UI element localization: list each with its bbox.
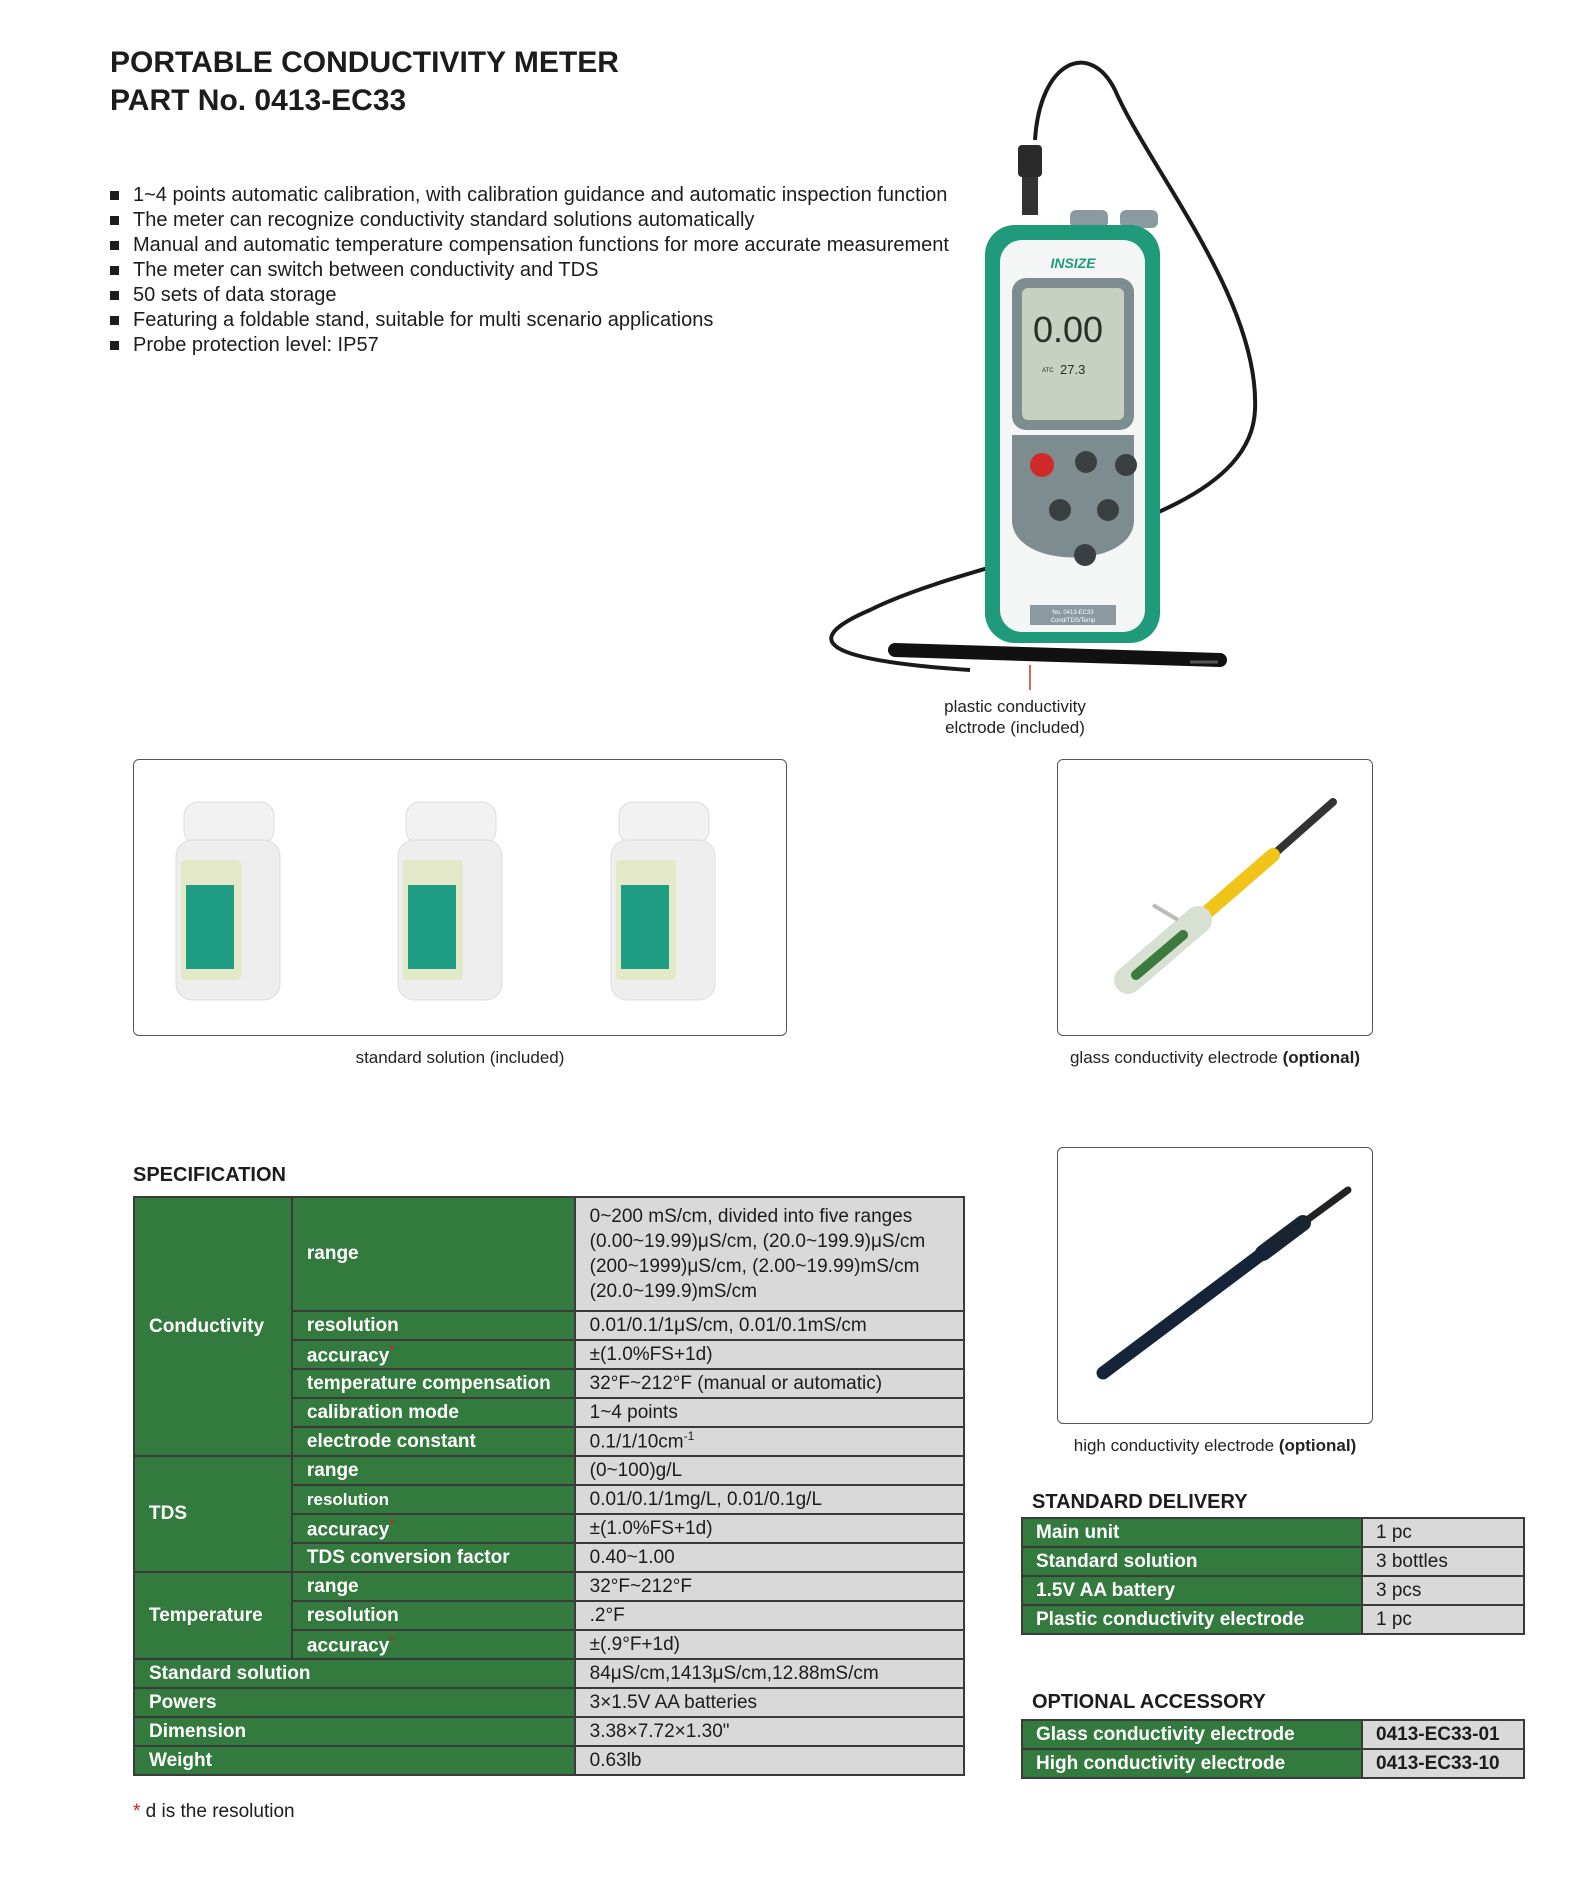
- glass-caption-text: glass conductivity electrode: [1069, 1048, 1278, 1067]
- spec-label: Dimension: [134, 1717, 575, 1746]
- delivery-item-qty: 3 pcs: [1362, 1576, 1524, 1605]
- spec-label: range: [292, 1197, 575, 1311]
- display-label: ATC: [1042, 368, 1054, 374]
- delivery-table: [1021, 1517, 1525, 1635]
- table-row: [1022, 1749, 1524, 1778]
- spec-label: range: [292, 1456, 575, 1485]
- footnote-marker: *: [389, 1341, 395, 1357]
- range-line: (20.0~199.9)mS/cm: [589, 1281, 758, 1302]
- optional-item-name: Glass conductivity electrode: [1022, 1720, 1362, 1749]
- spec-value: ±(1.0%FS+1d): [575, 1514, 964, 1543]
- solution-caption: standard solution (included): [355, 1048, 565, 1067]
- solution-image-box: [133, 759, 787, 1036]
- spec-value: 3×1.5V AA batteries: [575, 1688, 964, 1717]
- spec-title: SPECIFICATION: [133, 1164, 286, 1186]
- spec-label-text: accuracy: [306, 1345, 390, 1367]
- spec-value: 0.40~1.00: [575, 1543, 964, 1572]
- delivery-item-name: Standard solution: [1022, 1547, 1362, 1576]
- spec-value: 3.38×7.72×1.30": [575, 1717, 964, 1746]
- table-row: [1022, 1605, 1524, 1634]
- table-row: [1022, 1720, 1524, 1749]
- feature-item: The meter can switch between conductivity and TDS: [110, 258, 949, 283]
- spec-value: 32°F~212°F: [575, 1572, 964, 1601]
- optional-item-name: High conductivity electrode: [1022, 1749, 1362, 1778]
- spec-value-electrode: [575, 1427, 964, 1456]
- down-button[interactable]: [1097, 499, 1119, 521]
- spec-label-text: accuracy: [306, 1519, 390, 1541]
- range-line: 0~200 mS/cm, divided into five ranges: [589, 1206, 913, 1227]
- spec-label-accuracy: [292, 1514, 575, 1543]
- spec-value: ±(.9°F+1d): [575, 1630, 964, 1659]
- spec-value: 0.01/0.1/1μS/cm, 0.01/0.1mS/cm: [575, 1311, 964, 1340]
- feature-item: Manual and automatic temperature compensation functions for more accurate measurement: [110, 233, 949, 258]
- electrode-caption: [915, 696, 1115, 738]
- up-button[interactable]: [1049, 499, 1071, 521]
- spec-label: resolution: [292, 1311, 575, 1340]
- optional-table: [1021, 1719, 1525, 1779]
- spec-label: resolution: [292, 1601, 575, 1630]
- table-row: [1022, 1576, 1524, 1605]
- spec-value-text: 0.1/1/10cm: [589, 1431, 684, 1453]
- optional-item-part: 0413-EC33-01: [1362, 1720, 1524, 1749]
- spec-value: 1~4 points: [575, 1398, 964, 1427]
- spec-label: resolution: [292, 1485, 575, 1514]
- brand-label: INSIZE: [1050, 255, 1096, 271]
- optional-title: OPTIONAL ACCESSORY: [1032, 1691, 1266, 1713]
- feature-item: 50 sets of data storage: [110, 283, 949, 308]
- glass-electrode-image: [1058, 760, 1372, 1035]
- glass-caption-tag: (optional): [1282, 1048, 1361, 1067]
- range-line: (200~1999)μS/cm, (2.00~19.99)mS/cm: [589, 1256, 920, 1277]
- spec-value: 0.63lb: [575, 1746, 964, 1775]
- electrode-caption-line-1: plastic conductivity: [944, 697, 1086, 716]
- spec-value: ±(1.0%FS+1d): [575, 1340, 964, 1369]
- range-line: (0.00~19.99)μS/cm, (20.0~199.9)μS/cm: [589, 1231, 926, 1252]
- spec-label: temperature compensation: [292, 1369, 575, 1398]
- display-value: 0.00: [1032, 309, 1104, 350]
- footnote-star: *: [133, 1801, 141, 1822]
- glass-electrode-image-box: [1057, 759, 1373, 1036]
- title-line-2: PART No. 0413-EC33: [110, 84, 407, 117]
- delivery-item-name: 1.5V AA battery: [1022, 1576, 1362, 1605]
- page-title: [110, 44, 619, 120]
- spec-label: Powers: [134, 1688, 575, 1717]
- feature-item: Probe protection level: IP57: [110, 333, 949, 358]
- high-caption-text: high conductivity electrode: [1073, 1436, 1275, 1455]
- mode-button[interactable]: [1115, 454, 1137, 476]
- optional-item-part: 0413-EC33-10: [1362, 1749, 1524, 1778]
- footnote-marker: *: [389, 1515, 395, 1531]
- spec-table: [133, 1196, 965, 1776]
- title-line-1: PORTABLE CONDUCTIVITY METER: [110, 46, 619, 79]
- feature-item: 1~4 points automatic calibration, with calibration guidance and automatic inspection function: [110, 183, 949, 208]
- feature-item: Featuring a foldable stand, suitable for multi scenario applications: [110, 308, 949, 333]
- spec-label-accuracy: [292, 1630, 575, 1659]
- spec-value: 32°F~212°F (manual or automatic): [575, 1369, 964, 1398]
- spec-label: Weight: [134, 1746, 575, 1775]
- high-electrode-image: [1058, 1148, 1372, 1423]
- spec-group-tds: TDS: [134, 1456, 292, 1572]
- model-number: No. 0413-EC33: [1052, 610, 1094, 616]
- model-type: Cond/TDS/Temp: [1050, 618, 1096, 624]
- power-button[interactable]: [1030, 453, 1054, 477]
- display-temp: 27.3: [1060, 362, 1086, 377]
- setup-button[interactable]: [1074, 544, 1096, 566]
- meter-image: [790, 50, 1260, 690]
- high-electrode-image-box: [1057, 1147, 1373, 1424]
- delivery-item-name: Plastic conductivity electrode: [1022, 1605, 1362, 1634]
- spec-value-exponent: -1: [683, 1429, 695, 1444]
- solution-bottles-image: [134, 760, 786, 1035]
- delivery-title: STANDARD DELIVERY: [1032, 1491, 1248, 1513]
- spec-label-accuracy: [292, 1340, 575, 1369]
- spec-label: TDS conversion factor: [292, 1543, 575, 1572]
- footnote-marker: *: [389, 1631, 395, 1647]
- electrode-caption-line-2: elctrode (included): [945, 718, 1085, 737]
- footnote-text: d is the resolution: [140, 1801, 295, 1822]
- footnote: [133, 1801, 295, 1823]
- spec-group-conductivity: Conductivity: [134, 1197, 292, 1456]
- spec-label-text: accuracy: [306, 1635, 390, 1657]
- spec-label: electrode constant: [292, 1427, 575, 1456]
- delivery-item-name: Main unit: [1022, 1518, 1362, 1547]
- spec-value: 84μS/cm,1413μS/cm,12.88mS/cm: [575, 1659, 964, 1688]
- cal-meas-button[interactable]: [1075, 451, 1097, 473]
- delivery-item-qty: 1 pc: [1362, 1518, 1524, 1547]
- high-electrode-caption: [1040, 1435, 1390, 1456]
- spec-value: .2°F: [575, 1601, 964, 1630]
- spec-value: 0.01/0.1/1mg/L, 0.01/0.1g/L: [575, 1485, 964, 1514]
- spec-label: calibration mode: [292, 1398, 575, 1427]
- spec-value-range: [575, 1197, 964, 1311]
- high-caption-tag: (optional): [1278, 1436, 1357, 1455]
- feature-item: The meter can recognize conductivity standard solutions automatically: [110, 208, 949, 233]
- spec-value: (0~100)g/L: [575, 1456, 964, 1485]
- spec-group-temperature: Temperature: [134, 1572, 292, 1659]
- spec-label: range: [292, 1572, 575, 1601]
- glass-electrode-caption: [1040, 1047, 1390, 1068]
- delivery-item-qty: 3 bottles: [1362, 1547, 1524, 1576]
- spec-label: Standard solution: [134, 1659, 575, 1688]
- table-row: [1022, 1547, 1524, 1576]
- table-row: [1022, 1518, 1524, 1547]
- delivery-item-qty: 1 pc: [1362, 1605, 1524, 1634]
